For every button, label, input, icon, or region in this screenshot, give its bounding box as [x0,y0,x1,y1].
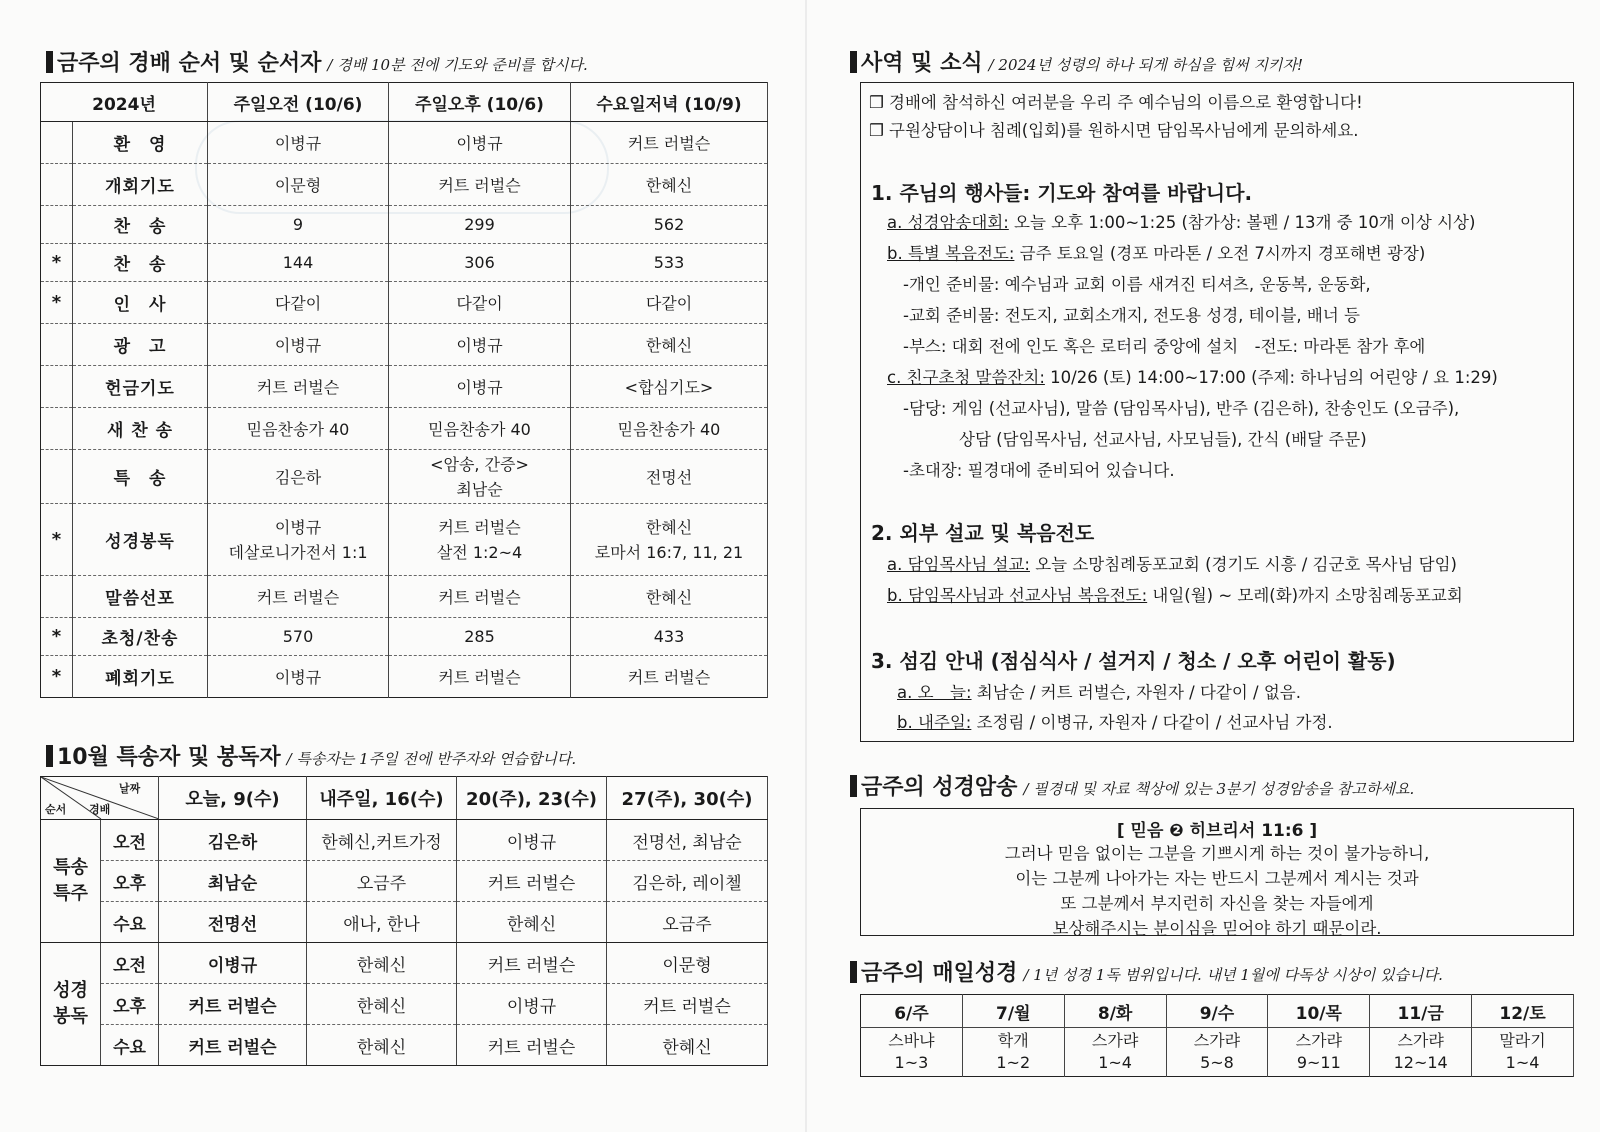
october-header-cell: 내주일, 16(수) [307,777,457,820]
section-1-heading: 1. 주님의 행사들: 기도와 참여를 바랍니다. [871,181,1253,205]
worship-row [41,282,768,324]
worship-person-cell: 570 [208,618,389,656]
verse-title: 금주의 성경암송 [861,775,1018,800]
daily-reading-cell [1064,1028,1166,1077]
section-2-heading: 2. 외부 설교 및 복음전도 [871,521,1095,545]
daily-range: 1~4 [1505,1053,1540,1072]
october-group-label [41,820,101,943]
s3-a-text: 최남순 / 커트 러벌슨, 자원자 / 다같이 / 없음. [976,683,1301,702]
standing-mark [41,450,73,504]
worship-role: 찬 송 [73,244,208,282]
worship-person-cell: 커트 러벌슨 [208,576,389,618]
s1-c2: 상담 (담임목사님, 선교사님, 사모님들), 간식 (배달 주문) [959,430,1367,449]
s2-b-label: b. 담임목사님과 선교사님 복음전도: [887,586,1148,605]
worship-row [41,618,768,656]
daily-range: 12~14 [1393,1053,1448,1072]
worship-person-cell: 다같이 [571,282,768,324]
daily-book: 말라기 [1499,1031,1546,1050]
title-bar-icon [850,961,857,983]
cell-line: 커트 러벌슨 [438,517,521,537]
page-fold [805,0,807,1132]
s1-b-text: 금주 토요일 (경포 마라톤 / 오전 7시까지 경포해변 광장) [1019,244,1426,263]
standing-mark [41,324,73,366]
verse-subtitle: / 필경대 및 자료 책상에 있는 3분기 성경암송을 참고하세요. [1023,780,1415,798]
october-header-cell: 오늘, 9(수) [159,777,307,820]
worship-row [41,164,768,206]
worship-person-cell: 다같이 [208,282,389,324]
daily-day-cell: 11/금 [1370,995,1472,1028]
cell-line: 성경 [53,980,88,1001]
verse-line: 그러나 믿음 없이는 그분을 기쁘시게 하는 것이 불가능하니, [1004,844,1430,863]
october-person-cell: 한혜신 [307,943,457,984]
corner-worship-label: 경배 [89,803,111,816]
daily-reading-cell [1166,1028,1268,1077]
daily-range: 1~3 [894,1053,929,1072]
worship-person-cell: 562 [571,206,768,244]
news-box [860,82,1574,742]
october-service-time: 수요 [101,1025,159,1066]
s1-c-text: 10/26 (토) 14:00~17:00 (주제: 하나님의 어린양 / 요 1:29) [1050,368,1498,387]
verse-reference: [ 믿음 ❷ 히브리서 11:6 ] [1116,821,1318,841]
october-section-title [46,740,576,771]
verse-section-title [850,770,1414,801]
worship-body [41,122,768,698]
s1-a-label: a. 성경암송대회: [887,213,1009,232]
daily-day-cell: 7/월 [962,995,1064,1028]
news-section-title [850,46,1303,77]
title-bar-icon [850,51,857,73]
s1-c3: -초대장: 필경대에 준비되어 있습니다. [903,461,1175,480]
worship-person-cell: 한혜신 [571,164,768,206]
worship-person-cell: 433 [571,618,768,656]
standing-mark [41,122,73,164]
october-person-cell: 이병규 [159,943,307,984]
cell-line: 로마서 16:7, 11, 21 [594,542,744,562]
worship-person-cell: 이병규 [208,122,389,164]
verse-line: 보상해주시는 분이심을 믿어야 하기 때문이라. [1052,919,1382,938]
standing-mark: * [41,282,73,324]
daily-range: 5~8 [1200,1053,1234,1072]
s3-a [897,679,1301,703]
cell-line: 특송 [53,857,88,878]
title-bar-icon [850,775,857,797]
october-row [41,984,768,1025]
october-person-cell: 전명선 [159,902,307,943]
worship-role: 찬 송 [73,206,208,244]
worship-person-cell: 커트 러벌슨 [389,656,571,698]
worship-person-cell: 306 [389,244,571,282]
october-person-cell: 한혜신 [607,1025,768,1066]
daily-subtitle: / 1년 성경 1독 범위입니다. 내년 1월에 다독상 시상이 있습니다. [1023,966,1443,984]
october-header-cell: 20(주), 23(수) [457,777,607,820]
october-header-row [41,777,768,820]
cell-line: 데살로니가전서 1:1 [228,542,368,562]
s1-b1: -개인 준비물: 예수님과 교회 이름 새겨진 티셔츠, 운동복, 운동화, [903,275,1371,294]
worship-role: 특 송 [73,450,208,504]
october-person-cell: 한혜신 [307,984,457,1025]
news-check-1 [869,89,1363,113]
worship-role: 헌금기도 [73,366,208,408]
worship-role: 성경봉독 [73,504,208,576]
news-check-2-text: 구원상담이나 침례(입회)를 원하시면 담임목사님에게 문의하세요. [889,121,1359,140]
s1-a [887,209,1475,233]
worship-order-table [40,82,768,698]
october-service-time: 오전 [101,820,159,861]
worship-person-cell: 285 [389,618,571,656]
standing-mark [41,576,73,618]
worship-header-cell: 수요일저녁 (10/9) [571,83,768,122]
worship-person-cell: 믿음찬송가 40 [571,408,768,450]
standing-mark [41,408,73,450]
worship-person-cell: 이병규 [389,324,571,366]
s3-a-label: a. 오 늘: [897,683,972,702]
standing-mark [41,164,73,206]
october-person-cell: 최남순 [159,861,307,902]
october-row [41,902,768,943]
worship-role: 폐회기도 [73,656,208,698]
daily-reading-cell [1472,1028,1574,1077]
worship-person-cell: 9 [208,206,389,244]
worship-role: 새 찬 송 [73,408,208,450]
worship-subtitle: / 경배 10분 전에 기도와 준비를 합시다. [327,56,588,74]
worship-section-title [46,46,588,77]
daily-book: 스가랴 [1397,1031,1444,1050]
s3-b-text: 조정림 / 이병규, 자원자 / 다같이 / 선교사님 가정. [976,713,1333,732]
section-3-heading: 3. 섬김 안내 (점심식사 / 설거지 / 청소 / 오후 어린이 활동) [871,649,1396,673]
worship-row [41,504,768,576]
cell-line: <암송, 간증> [430,454,529,474]
worship-person-cell: 다같이 [389,282,571,324]
october-body [41,820,768,1066]
worship-person-cell: 믿음찬송가 40 [208,408,389,450]
worship-person-cell [389,450,571,504]
october-person-cell: 커트 러벌슨 [457,861,607,902]
worship-person-cell [389,504,571,576]
october-title: 10월 특송자 및 봉독자 [57,745,281,770]
worship-person-cell: 이병규 [389,366,571,408]
standing-mark: * [41,504,73,576]
october-row [41,1025,768,1066]
october-header-cell: 27(주), 30(수) [607,777,768,820]
october-group-label [41,943,101,1066]
daily-book: 스가랴 [1091,1031,1139,1050]
standing-mark: * [41,656,73,698]
daily-day-cell: 9/수 [1166,995,1268,1028]
standing-mark: * [41,618,73,656]
worship-header-cell: 주일오전 (10/6) [208,83,389,122]
daily-range: 1~4 [1098,1053,1132,1072]
worship-row [41,576,768,618]
daily-bible-table [860,994,1574,1077]
october-person-cell: 커트 러벌슨 [607,984,768,1025]
october-person-cell: 전명선, 최남순 [607,820,768,861]
october-person-cell: 오금주 [607,902,768,943]
october-person-cell: 커트 러벌슨 [159,1025,307,1066]
october-service-time: 오전 [101,943,159,984]
worship-person-cell: 커트 러벌슨 [389,164,571,206]
worship-role: 광 고 [73,324,208,366]
october-person-cell: 한혜신 [307,1025,457,1066]
news-check-1-text: 경배에 참석하신 여러분을 우리 주 예수님의 이름으로 환영합니다! [889,93,1363,112]
corner-date-label: 날짜 [119,782,141,795]
worship-row [41,450,768,504]
title-bar-icon [46,745,53,767]
worship-header-row [41,83,768,122]
checkbox-icon: ❒ [869,93,890,112]
news-subtitle: / 2024년 성령의 하나 되게 하심을 힘써 지키자! [988,56,1304,74]
october-person-cell: 이병규 [457,820,607,861]
october-person-cell: 김은하 [159,820,307,861]
worship-header-cell: 주일오후 (10/6) [389,83,571,122]
s2-b-text: 내일(월) ~ 모레(화)까지 소망침례동포교회 [1152,586,1463,605]
daily-day-cell: 8/화 [1064,995,1166,1028]
worship-role: 말씀선포 [73,576,208,618]
standing-mark: * [41,244,73,282]
daily-day-cell: 12/토 [1472,995,1574,1028]
cell-line: 최남순 [456,479,503,499]
daily-range: 1~2 [996,1053,1031,1072]
worship-person-cell [208,504,389,576]
verse-line: 또 그분께서 부지런히 자신을 찾는 자들에게 [1060,894,1374,913]
worship-person-cell: 커트 러벌슨 [571,656,768,698]
october-row [41,861,768,902]
corner-order-label: 순서 [45,803,67,816]
s1-b2: -교회 준비물: 전도지, 교회소개지, 전도용 성경, 테이블, 배너 등 [903,306,1360,325]
worship-person-cell: 533 [571,244,768,282]
worship-person-cell: 299 [389,206,571,244]
daily-header-row [861,995,1574,1028]
s1-a-text: 오늘 오후 1:00~1:25 (참가상: 볼펜 / 13개 중 10개 이상 시상) [1014,213,1476,232]
daily-title: 금주의 매일성경 [861,961,1018,986]
october-person-cell: 애나, 한나 [307,902,457,943]
worship-row [41,408,768,450]
worship-person-cell: 전명선 [571,450,768,504]
s1-c-label: c. 친구초청 말씀잔치: [887,368,1045,387]
cell-line: 봉독 [53,1006,88,1027]
october-row [41,943,768,984]
cell-line: 특주 [53,883,88,904]
worship-row [41,206,768,244]
october-person-cell: 커트 러벌슨 [457,1025,607,1066]
october-service-time: 수요 [101,902,159,943]
october-person-cell: 한혜신,커트가정 [307,820,457,861]
worship-row [41,122,768,164]
daily-day-cell: 10/목 [1268,995,1370,1028]
s2-b [887,582,1463,606]
s2-a-label: a. 담임목사님 설교: [887,555,1030,574]
worship-header-cell: 2024년 [41,83,208,122]
s2-a [887,551,1457,575]
worship-person-cell: <합심기도> [571,366,768,408]
daily-reading-cell [962,1028,1064,1077]
worship-person-cell: 이병규 [208,656,389,698]
verse-box [860,808,1574,936]
worship-row [41,244,768,282]
worship-person-cell: 커트 러벌슨 [571,122,768,164]
worship-row [41,366,768,408]
news-title: 사역 및 소식 [861,51,983,76]
october-person-cell: 이문형 [607,943,768,984]
s2-a-text: 오늘 소망침례동포교회 (경기도 시흥 / 김군호 목사님 담임) [1035,555,1457,574]
worship-person-cell [571,504,768,576]
worship-person-cell: 이병규 [389,122,571,164]
daily-reading-cell [1370,1028,1472,1077]
worship-person-cell: 커트 러벌슨 [208,366,389,408]
worship-person-cell: 커트 러벌슨 [389,576,571,618]
october-service-time: 오후 [101,861,159,902]
october-service-time: 오후 [101,984,159,1025]
worship-person-cell: 믿음찬송가 40 [389,408,571,450]
daily-section-title [850,956,1443,987]
worship-role: 초청/찬송 [73,618,208,656]
daily-book: 스바냐 [888,1031,935,1050]
title-bar-icon [46,51,53,73]
daily-body-row [861,1028,1574,1077]
verse-line: 이는 그분께 나아가는 자는 반드시 그분께서 계시는 것과 [1015,869,1419,888]
cell-line: 살전 1:2~4 [436,542,523,562]
s1-b3: -부스: 대회 전에 인도 혹은 로터리 중앙에 설치 -전도: 마라톤 참가 후에 [903,337,1426,356]
october-person-cell: 커트 러벌슨 [159,984,307,1025]
october-person-cell: 커트 러벌슨 [457,943,607,984]
daily-book: 스가랴 [1295,1031,1342,1050]
daily-reading-cell [1268,1028,1370,1077]
worship-role: 환 영 [73,122,208,164]
october-person-cell: 오금주 [307,861,457,902]
october-person-cell: 한혜신 [457,902,607,943]
s3-b [897,709,1333,733]
daily-range: 9~11 [1296,1053,1341,1072]
s3-b-label: b. 내주일: [897,713,972,732]
worship-row [41,324,768,366]
worship-person-cell: 144 [208,244,389,282]
october-row [41,820,768,861]
standing-mark [41,366,73,408]
october-corner-cell [41,777,159,820]
s1-c1: -담당: 게임 (선교사님), 말씀 (담임목사님), 반주 (김은하), 찬송인도 (오금주), [903,399,1460,418]
worship-person-cell: 이병규 [208,324,389,366]
s1-b-label: b. 특별 복음전도: [887,244,1015,263]
worship-person-cell: 한혜신 [571,324,768,366]
cell-line: 이병규 [274,517,322,537]
cell-line: 한혜신 [645,517,693,537]
s1-b [887,240,1425,264]
news-check-2 [869,117,1359,141]
worship-person-cell: 김은하 [208,450,389,504]
october-person-cell: 김은하, 레이첼 [607,861,768,902]
daily-reading-cell [861,1028,963,1077]
worship-title: 금주의 경배 순서 및 순서자 [57,51,322,76]
october-table [40,776,768,1066]
worship-person-cell: 한혜신 [571,576,768,618]
worship-role: 인 사 [73,282,208,324]
daily-day-cell: 6/주 [861,995,963,1028]
worship-role: 개회기도 [73,164,208,206]
daily-book: 학개 [997,1031,1029,1050]
checkbox-icon: ❒ [869,121,890,140]
s1-c [887,364,1498,388]
daily-book: 스가랴 [1193,1031,1241,1050]
october-person-cell: 이병규 [457,984,607,1025]
standing-mark [41,206,73,244]
worship-person-cell: 이문형 [208,164,389,206]
worship-row [41,656,768,698]
october-subtitle: / 특송자는 1주일 전에 반주자와 연습합니다. [286,750,577,768]
